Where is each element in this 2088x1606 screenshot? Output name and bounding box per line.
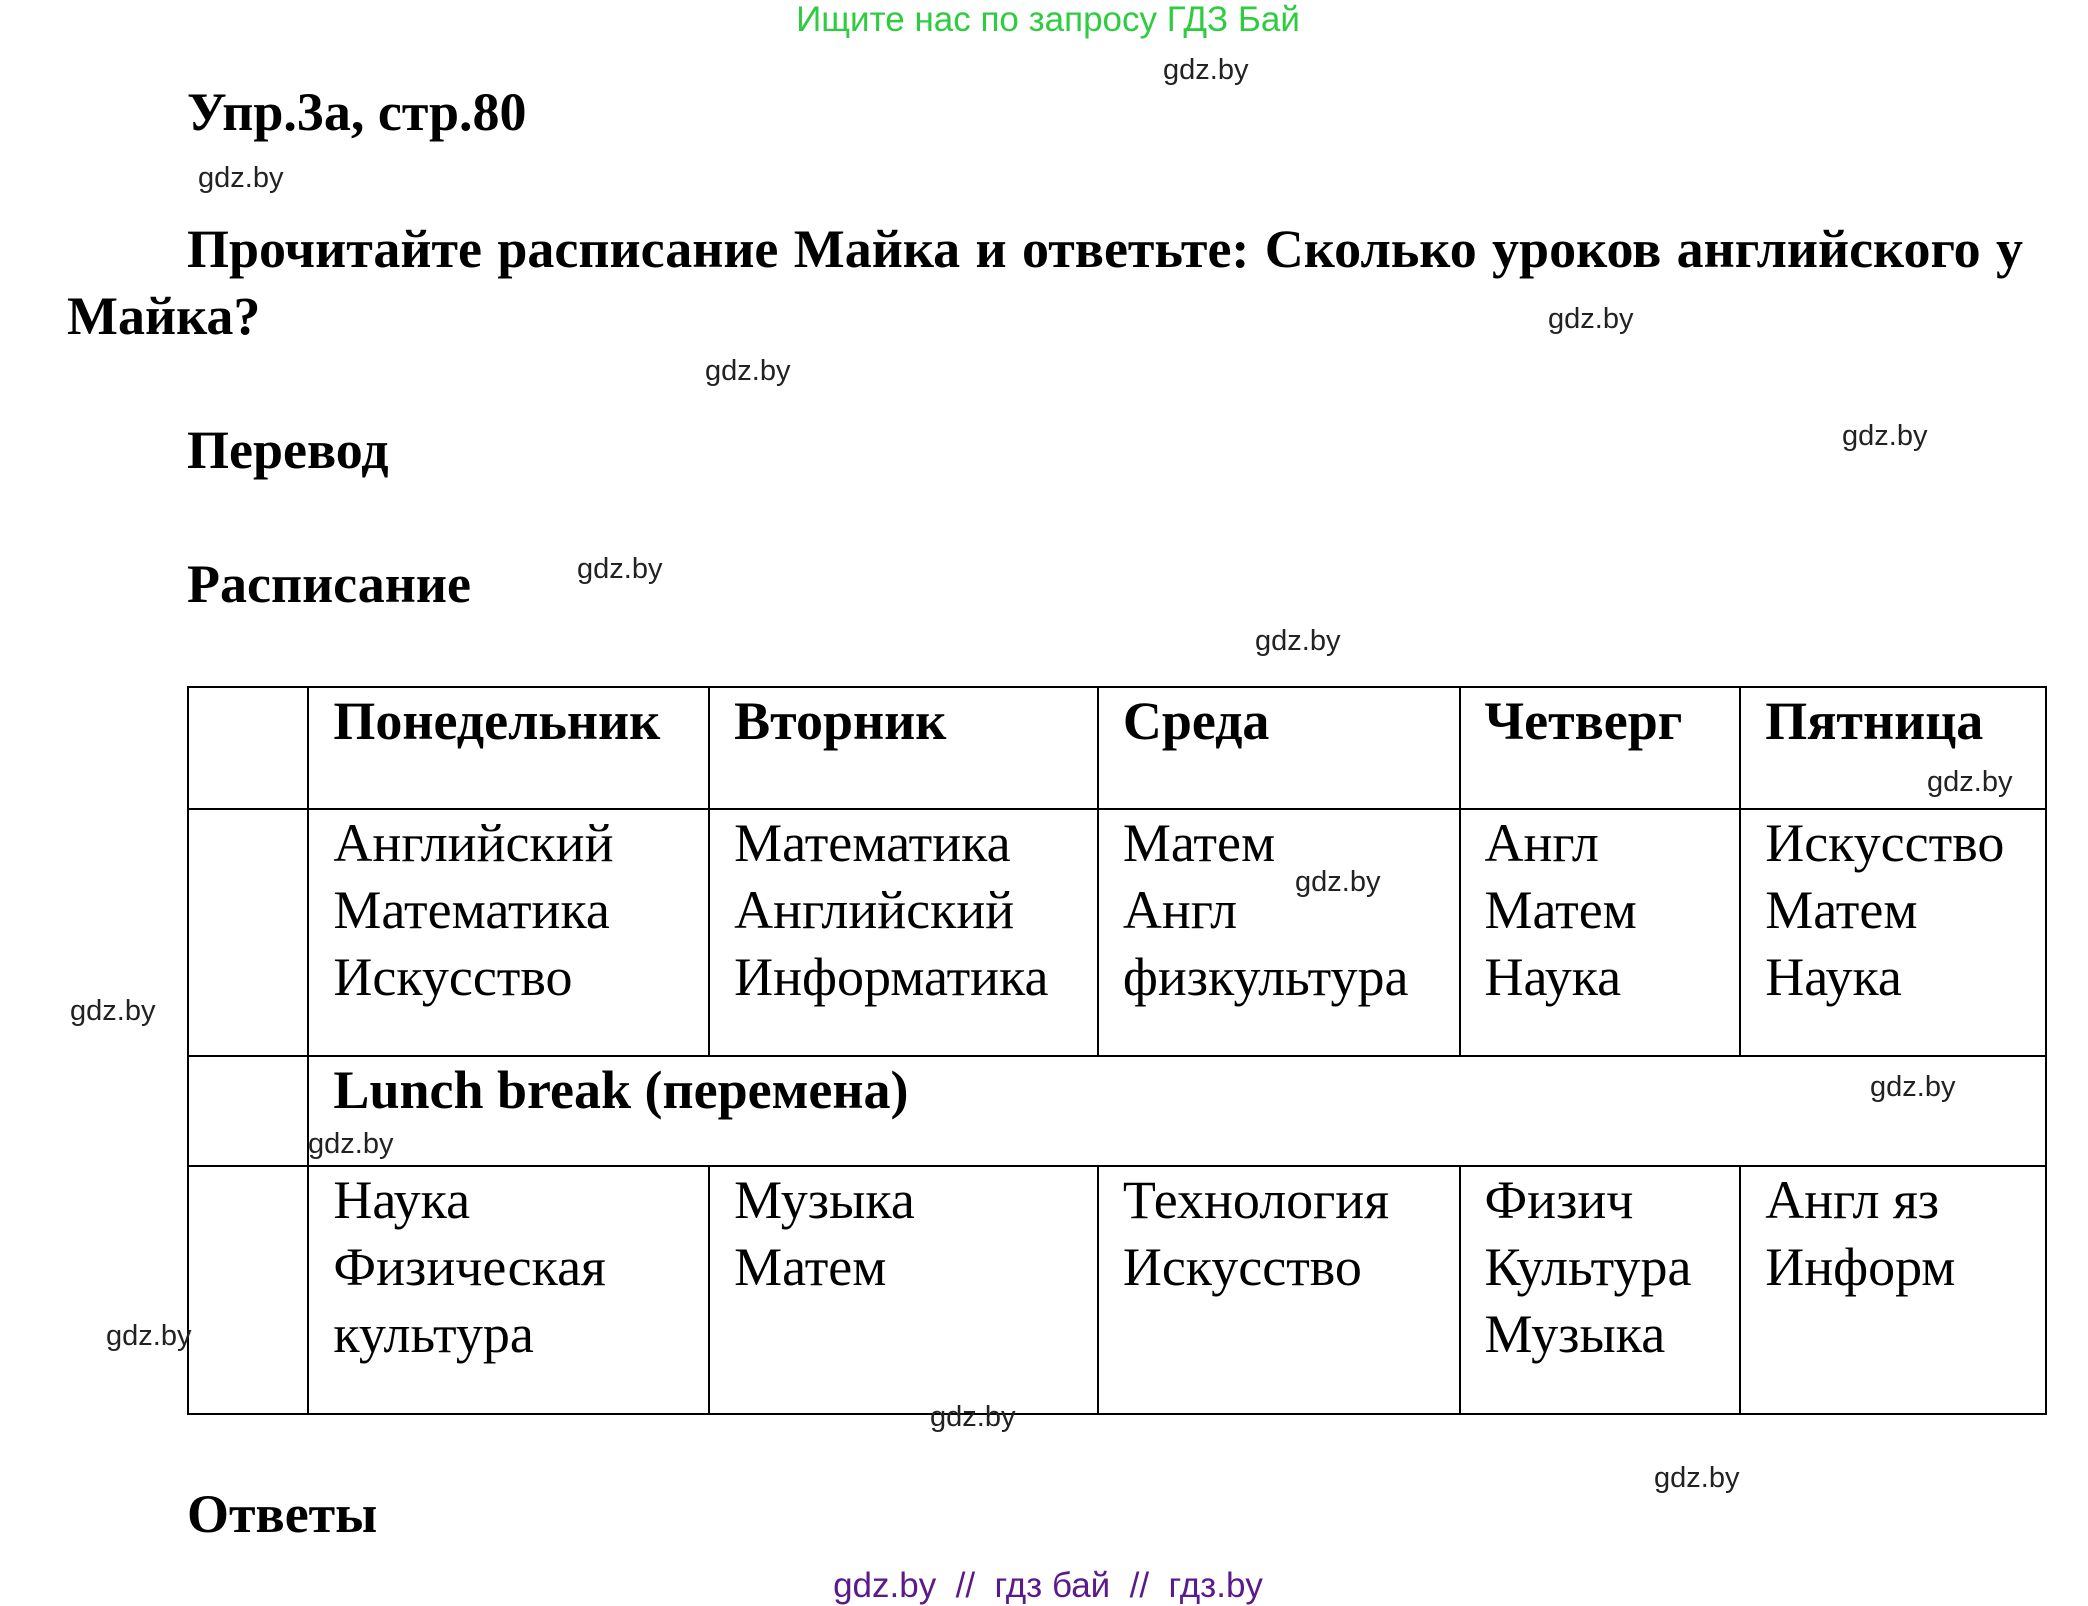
lesson: физкультура: [1122, 947, 1409, 1007]
lesson: Англ яз: [1765, 1170, 1940, 1230]
watermark: gdz.by: [198, 162, 284, 194]
lesson: Информатика: [734, 947, 1049, 1007]
lesson: Искусство: [1122, 1237, 1362, 1297]
lesson: Математика: [734, 813, 1011, 873]
empty-cell: [188, 687, 308, 809]
watermark: gdz.by: [1870, 1071, 1956, 1103]
footer-links: gdz.by // гдз бай // гдз.by: [833, 1566, 1263, 1605]
lesson: Культура: [1484, 1237, 1692, 1297]
day-header: Пятница: [1740, 687, 2046, 809]
lesson: Матем: [1765, 880, 1918, 940]
lesson: Технология: [1122, 1170, 1390, 1230]
lesson: Информ: [1765, 1237, 1956, 1297]
lesson: Музыка: [734, 1170, 915, 1230]
table-header-row: [188, 687, 2046, 809]
lessons-cell: [308, 809, 709, 1056]
lessons-cell: [709, 1166, 1098, 1414]
lessons-cell: [308, 1166, 709, 1414]
lessons-cell: [1098, 1166, 1460, 1414]
lesson: культура: [333, 1304, 534, 1364]
lesson: Музыка: [1484, 1304, 1666, 1364]
lesson: Англ: [1122, 880, 1238, 940]
day-header: Четверг: [1460, 687, 1741, 809]
schedule-table: [187, 686, 2047, 1415]
watermark: gdz.by: [106, 1320, 192, 1352]
afternoon-row: [188, 1166, 2046, 1414]
watermark: gdz.by: [1163, 54, 1249, 86]
schedule-heading: Расписание: [187, 554, 472, 614]
empty-cell: [188, 1056, 308, 1166]
lesson: Наука: [333, 1170, 471, 1230]
lesson: Матем: [1122, 813, 1276, 873]
watermark: gdz.by: [1295, 866, 1381, 898]
lesson: Английский: [333, 813, 614, 873]
translation-heading: Перевод: [187, 420, 389, 480]
promo-banner: Ищите нас по запросу ГДЗ Бай: [796, 0, 1300, 39]
lunch-break: Lunch break (перемена): [308, 1056, 2046, 1166]
lesson: Искусство: [333, 947, 573, 1007]
watermark: gdz.by: [930, 1401, 1016, 1433]
lesson: Физич: [1484, 1170, 1634, 1230]
lessons-cell: [1740, 1166, 2046, 1414]
lesson: Физическая: [333, 1237, 606, 1297]
day-header: Среда: [1098, 687, 1460, 809]
lesson: Матем: [1484, 880, 1637, 940]
exercise-title: Упр.3а, стр.80: [187, 82, 527, 142]
lesson: Английский: [734, 880, 1015, 940]
lessons-cell: [1460, 1166, 1741, 1414]
answers-heading: Ответы: [187, 1484, 378, 1544]
watermark: gdz.by: [1927, 766, 2013, 798]
lessons-cell: [1740, 809, 2046, 1056]
watermark: gdz.by: [308, 1128, 394, 1160]
empty-cell: [188, 1166, 308, 1414]
watermark: gdz.by: [1255, 625, 1341, 657]
empty-cell: [188, 809, 308, 1056]
break-row: [188, 1056, 2046, 1166]
day-header: Понедельник: [308, 687, 709, 809]
lessons-cell: [1460, 809, 1741, 1056]
lesson: Матем: [734, 1237, 887, 1297]
lesson: Англ: [1484, 813, 1599, 873]
morning-row: [188, 809, 2046, 1056]
watermark: gdz.by: [705, 355, 791, 387]
lesson: Наука: [1484, 947, 1622, 1007]
day-header: Вторник: [709, 687, 1098, 809]
watermark: gdz.by: [1654, 1462, 1740, 1494]
lesson: Математика: [333, 880, 610, 940]
lessons-cell: [709, 809, 1098, 1056]
lesson: Наука: [1765, 947, 1902, 1007]
watermark: gdz.by: [1842, 420, 1928, 452]
question-text: Прочитайте расписание Майка и ответьте: Сколько уроков английского у Майка?: [67, 219, 2023, 346]
watermark: gdz.by: [577, 553, 663, 585]
watermark: gdz.by: [70, 995, 156, 1027]
watermark: gdz.by: [1548, 303, 1634, 335]
lessons-cell: [1098, 809, 1460, 1056]
lesson: Искусство: [1765, 813, 2005, 873]
